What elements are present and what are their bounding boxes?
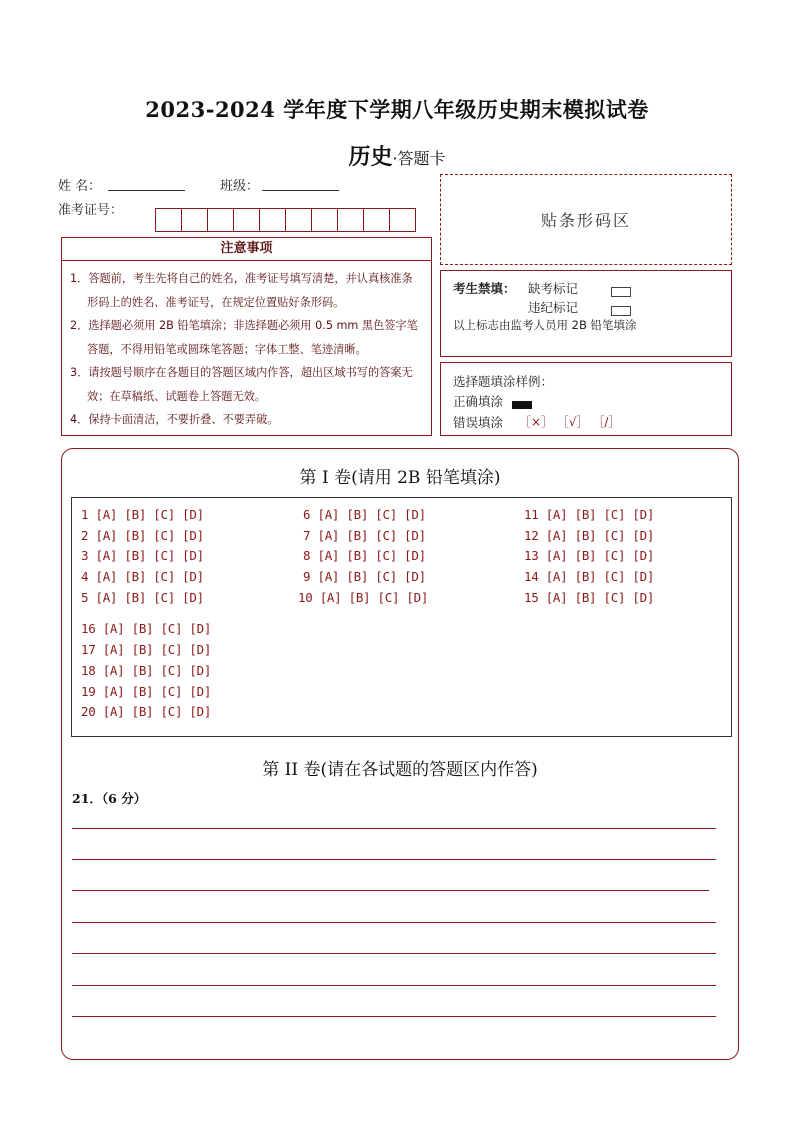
- id-digit-box[interactable]: [182, 209, 208, 231]
- answer-line[interactable]: [72, 1016, 716, 1017]
- subject-name: 历史: [348, 144, 393, 170]
- forbidden-box: [440, 270, 732, 357]
- question-row[interactable]: 7 [A] [B] [C] [D]: [303, 528, 426, 543]
- id-digit-box[interactable]: [338, 209, 364, 231]
- part2-title: 第 II 卷(请在各试题的答题区内作答): [262, 760, 538, 780]
- wrong-fill-examples: ［×］ ［√］ ［/］: [519, 415, 621, 429]
- notice-item: 2．选择题必须用 2B 铅笔填涂；非选择题必须用 0.5 mm 黑色签字笔答题，不得用铅笔或圆珠笔答题；字体工整、笔迹清晰。: [70, 319, 418, 356]
- question-row[interactable]: 3 [A] [B] [C] [D]: [81, 548, 204, 563]
- question-row[interactable]: 15 [A] [B] [C] [D]: [524, 590, 655, 605]
- barcode-label: 贴条形码区: [540, 211, 631, 230]
- class-label: 班级：: [220, 179, 260, 194]
- question-row[interactable]: 4 [A] [B] [C] [D]: [81, 569, 204, 584]
- part1-title: 第 I 卷(请用 2B 铅笔填涂): [299, 468, 501, 488]
- question-row[interactable]: 8 [A] [B] [C] [D]: [303, 548, 426, 563]
- class-field[interactable]: [262, 176, 339, 191]
- answer-line[interactable]: [72, 985, 716, 986]
- absent-label: 缺考标记: [528, 281, 579, 296]
- absent-mark-box[interactable]: [611, 287, 631, 297]
- question-row[interactable]: 18 [A] [B] [C] [D]: [81, 663, 212, 678]
- question-row[interactable]: 20 [A] [B] [C] [D]: [81, 704, 212, 719]
- notice-box: [61, 260, 432, 436]
- answer-line[interactable]: [72, 890, 709, 891]
- question-row[interactable]: 16 [A] [B] [C] [D]: [81, 621, 212, 636]
- question-row[interactable]: 17 [A] [B] [C] [D]: [81, 642, 212, 657]
- notice-item: 3．请按题号顺序在各题目的答题区域内作答，超出区域书写的答案无效；在草稿纸、试题卷上答题无效。: [70, 366, 413, 403]
- barcode-area: [440, 174, 732, 265]
- id-digit-box[interactable]: [390, 209, 415, 231]
- answer-card-heading: [0, 140, 794, 171]
- notice-item: 1．答题前，考生先将自己的姓名，准考证号填写清楚，并认真核准条形码上的姓名、准考证号，在规定位置贴好条形码。: [70, 272, 413, 309]
- answer-line[interactable]: [72, 859, 716, 860]
- question-row[interactable]: 2 [A] [B] [C] [D]: [81, 528, 204, 543]
- question-row[interactable]: 9 [A] [B] [C] [D]: [303, 569, 426, 584]
- id-digit-box[interactable]: [286, 209, 312, 231]
- question-row[interactable]: 5 [A] [B] [C] [D]: [81, 590, 204, 605]
- question-row[interactable]: 10 [A] [B] [C] [D]: [298, 590, 429, 605]
- fill-sample-label: 选择题填涂样例：: [453, 374, 554, 389]
- answer-card-suffix: ·答题卡: [392, 149, 446, 168]
- id-number-boxes[interactable]: [155, 208, 416, 232]
- id-digit-box[interactable]: [234, 209, 260, 231]
- id-digit-box[interactable]: [364, 209, 390, 231]
- correct-fill-example: [512, 401, 532, 409]
- question-row[interactable]: 1 [A] [B] [C] [D]: [81, 507, 204, 522]
- answer-line[interactable]: [72, 922, 716, 923]
- question-row[interactable]: 13 [A] [B] [C] [D]: [524, 548, 655, 563]
- violation-mark-box[interactable]: [611, 306, 631, 316]
- notice-heading: 注意事项: [220, 241, 273, 256]
- notice-item: 4．保持卡面清洁，不要折叠、不要弄破。: [70, 413, 279, 426]
- fill-sample-box: [440, 362, 732, 436]
- id-digit-box[interactable]: [156, 209, 182, 231]
- question-row[interactable]: 19 [A] [B] [C] [D]: [81, 684, 212, 699]
- name-label: 姓 名：: [58, 179, 102, 194]
- answer-line[interactable]: [72, 953, 716, 954]
- question-row[interactable]: 11 [A] [B] [C] [D]: [524, 507, 655, 522]
- answer-line[interactable]: [72, 828, 716, 829]
- id-digit-box[interactable]: [260, 209, 286, 231]
- wrong-fill-label: 错误填涂: [453, 415, 504, 430]
- violation-label: 违纪标记: [528, 300, 579, 315]
- forbidden-note: 以上标志由监考人员用 2B 铅笔填涂: [453, 318, 637, 332]
- notice-header: [61, 237, 432, 261]
- forbidden-label: 考生禁填：: [453, 281, 516, 296]
- exam-title: 2023-2024 学年度下学期八年级历史期末模拟试卷: [145, 97, 649, 122]
- correct-fill-label: 正确填涂: [453, 394, 504, 409]
- question-21-label: 21．（6 分）: [72, 791, 147, 806]
- id-digit-box[interactable]: [208, 209, 234, 231]
- name-field[interactable]: [108, 176, 185, 191]
- question-row[interactable]: 14 [A] [B] [C] [D]: [524, 569, 655, 584]
- id-label: 准考证号：: [58, 203, 124, 218]
- question-row[interactable]: 12 [A] [B] [C] [D]: [524, 528, 655, 543]
- id-digit-box[interactable]: [312, 209, 338, 231]
- question-row[interactable]: 6 [A] [B] [C] [D]: [303, 507, 426, 522]
